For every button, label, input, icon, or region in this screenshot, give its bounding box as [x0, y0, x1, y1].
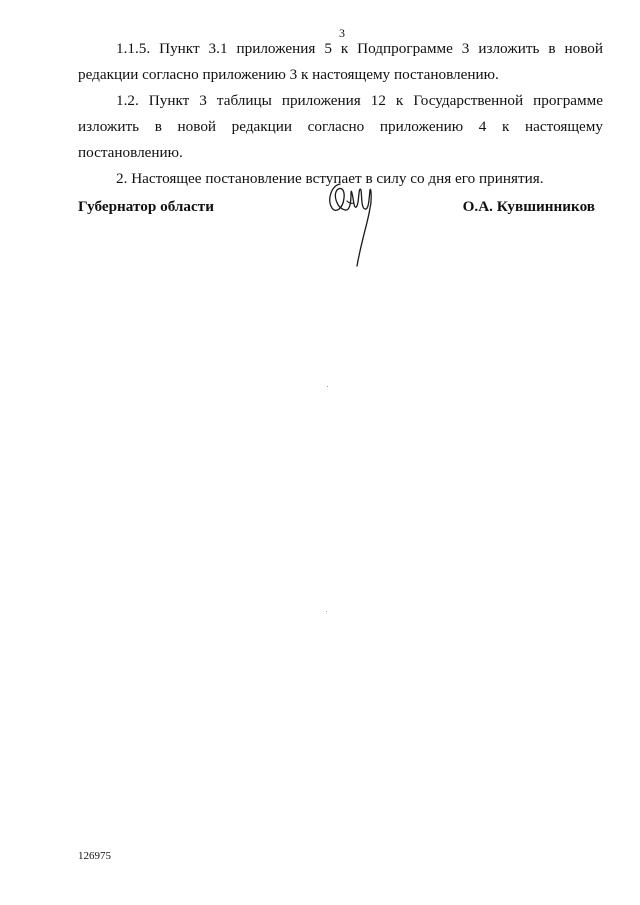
paragraph-1-2: 1.2. Пункт 3 таблицы приложения 12 к Государственной программе изложить в новой редакции согласно приложению 4 к настоящему постановлению.: [78, 92, 603, 161]
signer-title: Губернатор области: [78, 198, 214, 215]
paragraph-1-1-5: 1.1.5. Пункт 3.1 приложения 5 к Подпрограмме 3 изложить в новой редакции согласно приложению 3 к настоящему постановлению.: [78, 40, 603, 83]
page-number: 3: [339, 26, 345, 40]
document-code: 126975: [78, 850, 111, 862]
scan-speck: [327, 386, 328, 387]
signer-name: О.А. Кувшинников: [462, 198, 595, 215]
handwritten-signature: [323, 178, 383, 270]
paragraph-2: 2. Настоящее постановление вступает в силу со дня его принятия.: [116, 170, 544, 187]
scan-speck: [326, 611, 327, 612]
signature-block: [78, 198, 603, 278]
document-body: [78, 36, 603, 192]
